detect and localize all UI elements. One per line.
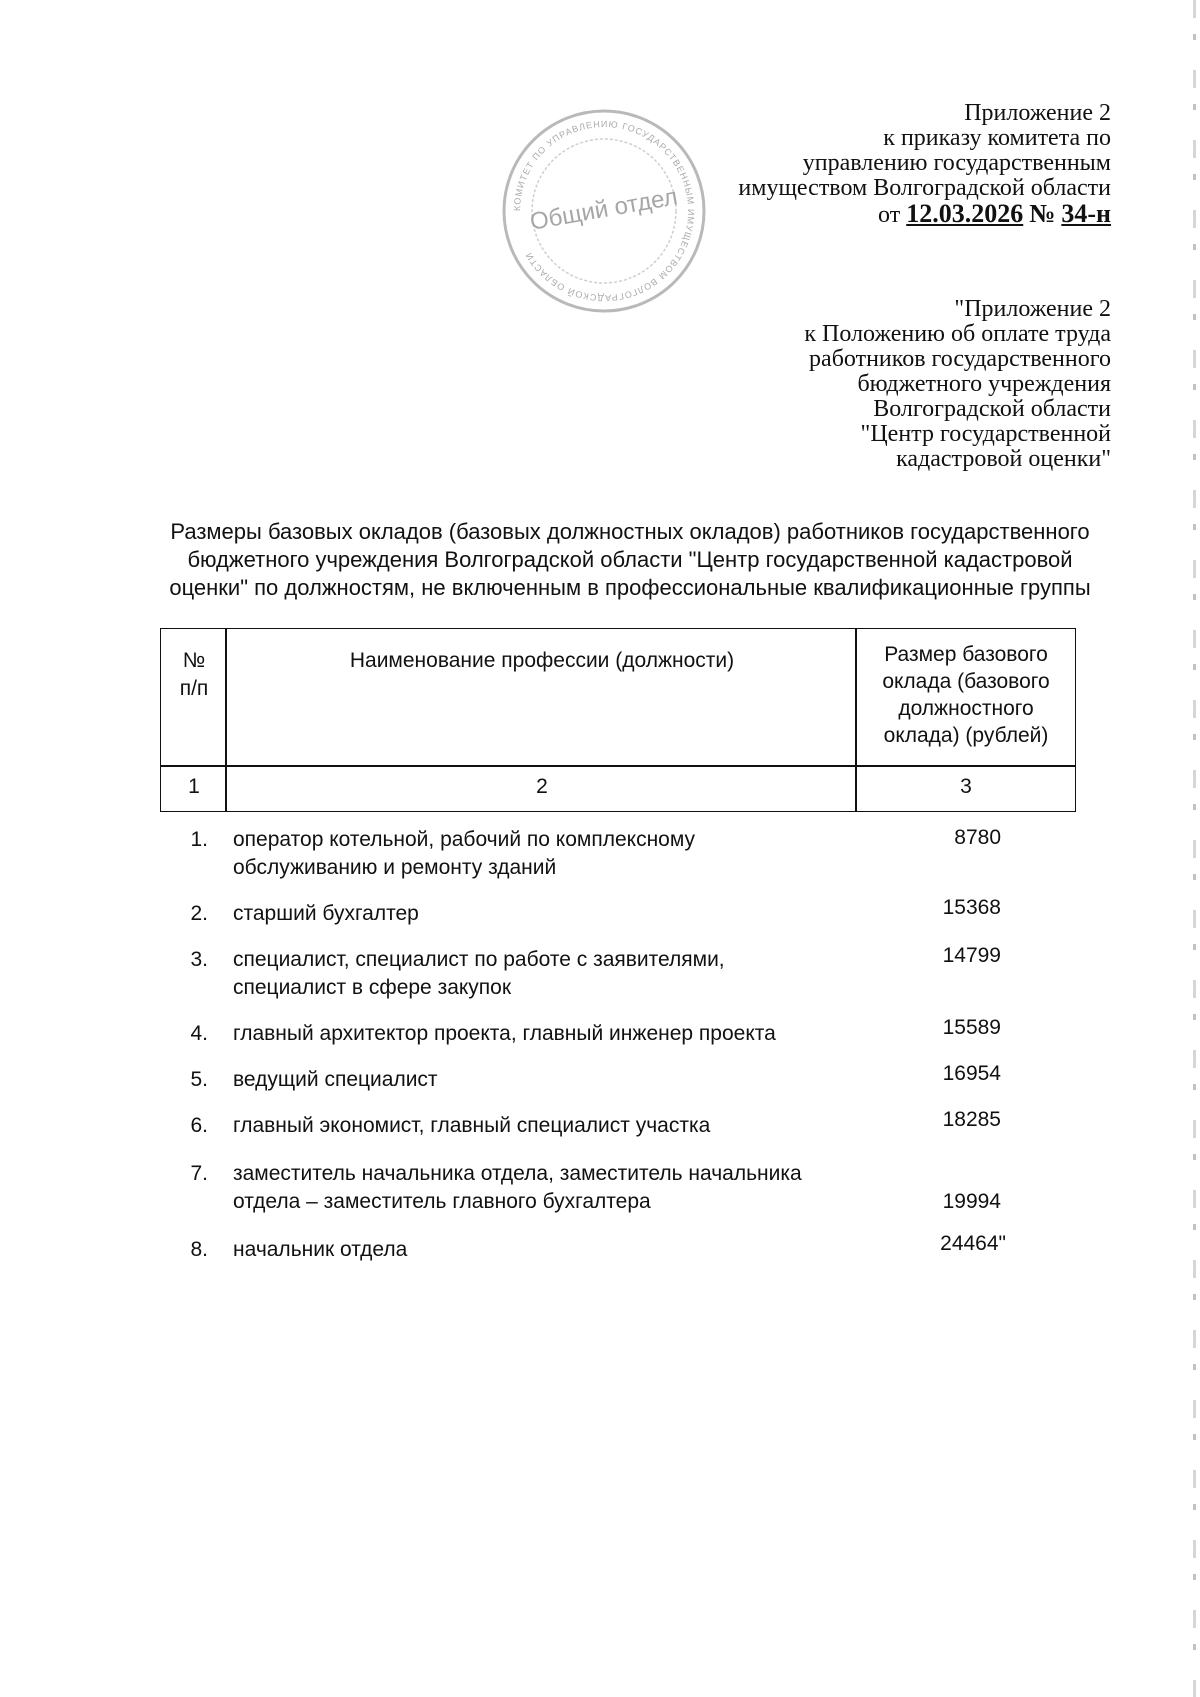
row-number: 1. — [190, 828, 208, 851]
date-prefix: от — [878, 202, 901, 228]
row-number: 4. — [190, 1022, 208, 1045]
table-row — [160, 1160, 1076, 1216]
header-salary-line: должностного — [898, 697, 1034, 720]
title-line: оценки" по должностям, не включенным в профессиональные квалификационные группы — [169, 575, 1091, 600]
table-row — [160, 946, 1076, 1002]
row-position-name — [233, 1160, 833, 1216]
row-number: 5. — [190, 1068, 208, 1091]
name-line: ведущий специалист — [233, 1068, 438, 1091]
scan-edge-artifact — [1193, 0, 1196, 1697]
row-position-name — [233, 946, 833, 1002]
table-row — [160, 826, 1076, 882]
header-number — [161, 647, 227, 703]
row-number: 7. — [190, 1162, 208, 1185]
table-row — [160, 896, 1076, 928]
row-number: 2. — [190, 902, 208, 925]
approval-line-3: управлению государственным — [802, 150, 1111, 176]
name-line: старший бухгалтер — [233, 902, 419, 925]
table-header — [160, 628, 1076, 812]
svg-text:КОМИТЕТ ПО УПРАВЛЕНИЮ ГОСУДАРС: КОМИТЕТ ПО УПРАВЛЕНИЮ ГОСУДАРСТВЕННЫМ ИМУЩЕСТВОМ ВОЛГОГРАДСКОЙ ОБЛАСТИ — [511, 118, 697, 304]
name-line: обслуживанию и ремонту зданий — [233, 856, 557, 879]
header-salary-line: оклада (базового — [882, 670, 1050, 693]
approval-block — [738, 101, 1111, 228]
row-amount: 8780 — [954, 826, 1001, 849]
table-row — [160, 1108, 1076, 1140]
approval-date-line — [738, 201, 1111, 228]
row-divider — [161, 765, 1075, 767]
approval-line-1: Приложение 2 — [964, 100, 1111, 126]
name-line: заместитель начальника отдела, заместитель начальника — [233, 1162, 802, 1185]
column-number-2: 2 — [536, 775, 548, 798]
header-salary-line: оклада) (рублей) — [883, 724, 1049, 747]
row-position-name — [233, 1020, 833, 1048]
name-line: специалист, специалист по работе с заявителями, — [233, 948, 725, 971]
annex-line: кадастровой оценки" — [896, 446, 1111, 472]
name-line: отдела – заместитель главного бухгалтера — [233, 1190, 651, 1213]
row-number: 3. — [190, 948, 208, 971]
annex-block — [804, 297, 1111, 472]
number-sign: № — [1029, 199, 1056, 228]
approval-line-4: имуществом Волгоградской области — [738, 175, 1111, 201]
annex-line: работников государственного — [809, 346, 1111, 372]
name-line: главный архитектор проекта, главный инженер проекта — [233, 1022, 776, 1045]
row-position-name — [233, 826, 833, 882]
header-salary — [857, 641, 1075, 749]
row-amount: 19994 — [942, 1190, 1001, 1213]
stamp-seal — [498, 105, 710, 317]
table-row — [160, 1062, 1076, 1094]
svg-text:Общий отдел: Общий отдел — [527, 183, 680, 236]
row-position-name — [233, 1112, 833, 1140]
row-amount: 15368 — [942, 896, 1001, 919]
column-number-1: 1 — [188, 775, 200, 798]
annex-line: к Положению об оплате труда — [804, 321, 1111, 347]
name-line: оператор котельной, рабочий по комплексному — [233, 828, 696, 851]
table-body — [160, 826, 1076, 1264]
approval-line-2: к приказу комитета по — [883, 125, 1111, 151]
order-number: 34-н — [1061, 199, 1111, 228]
row-position-name — [233, 900, 833, 928]
name-line: специалист в сфере закупок — [233, 976, 512, 999]
row-position-name — [233, 1066, 833, 1094]
title-line: бюджетного учреждения Волгоградской области "Центр государственной кадастровой — [187, 547, 1073, 572]
column-number-3: 3 — [960, 775, 972, 798]
table-row — [160, 1016, 1076, 1048]
row-number: 6. — [190, 1114, 208, 1137]
table-row — [160, 1232, 1076, 1264]
row-position-name — [233, 1236, 833, 1264]
row-amount: 15589 — [942, 1016, 1001, 1039]
annex-line: Волгоградской области — [873, 396, 1111, 422]
title-line: Размеры базовых окладов (базовых должностных окладов) работников государственного — [170, 519, 1090, 544]
header-salary-line: Размер базового — [884, 643, 1048, 666]
annex-line: бюджетного учреждения — [857, 371, 1111, 397]
document-title — [155, 518, 1105, 602]
row-amount: 18285 — [942, 1108, 1001, 1131]
header-position-name: Наименование профессии (должности) — [349, 649, 735, 672]
name-line: главный экономист, главный специалист участка — [233, 1114, 711, 1137]
annex-line: "Приложение 2 — [954, 296, 1111, 322]
row-amount: 16954 — [942, 1062, 1001, 1085]
row-number: 8. — [190, 1238, 208, 1261]
row-amount: 14799 — [942, 944, 1001, 967]
name-line: начальник отдела — [233, 1238, 408, 1261]
row-amount: 24464" — [940, 1232, 1006, 1255]
header-number-line: № — [182, 649, 206, 672]
header-number-line: п/п — [179, 677, 209, 700]
annex-line: "Центр государственной — [860, 421, 1111, 447]
order-date: 12.03.2026 — [906, 199, 1024, 228]
